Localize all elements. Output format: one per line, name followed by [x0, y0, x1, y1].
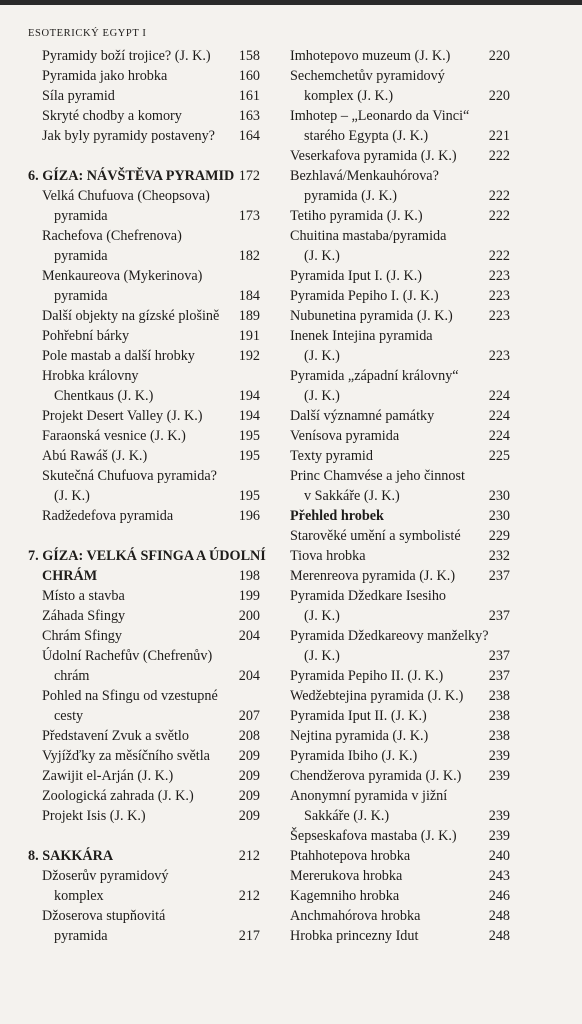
toc-page-number: 195 [238, 428, 260, 444]
toc-entry-title: Kagemniho hrobka [290, 888, 400, 904]
toc-entry-title: Velká Chufuova (Cheopsova) [42, 188, 210, 204]
section-spacer [28, 826, 260, 846]
toc-entry [28, 246, 260, 266]
toc-entry-title: Hrobka princezny Idut [290, 928, 419, 944]
toc-page-number: 238 [488, 708, 510, 724]
toc-entry-title: (J. K.) [304, 608, 340, 624]
toc-entry [290, 326, 510, 346]
toc-page-number: 209 [238, 748, 260, 764]
toc-page-number: 220 [488, 88, 510, 104]
toc-entry-title: Nubunetina pyramida (J. K.) [290, 308, 453, 324]
toc-entry [290, 246, 510, 266]
toc-page-number: 196 [238, 508, 260, 524]
toc-page-number: 238 [488, 728, 510, 744]
toc-page-number: 222 [488, 188, 510, 204]
toc-page-number: 222 [488, 148, 510, 164]
toc-page-number: 192 [238, 348, 260, 364]
toc-entry-title: cesty [54, 708, 84, 724]
toc-entry [290, 666, 510, 686]
toc-entry-title: Faraonská vesnice (J. K.) [42, 428, 186, 444]
toc-page-number: 223 [488, 288, 510, 304]
toc-entry [290, 606, 510, 626]
toc-entry-title: Pole mastab a další hrobky [42, 348, 195, 364]
toc-page-number: 164 [238, 128, 260, 144]
toc-entry-title: Merenreova pyramida (J. K.) [290, 568, 456, 584]
toc-entry [28, 506, 260, 526]
toc-entry [290, 586, 510, 606]
toc-entry-title: Pyramida jako hrobka [42, 68, 168, 84]
toc-page-number: 223 [488, 348, 510, 364]
toc-page-number: 248 [488, 908, 510, 924]
toc-entry-title: Další významné památky [290, 408, 435, 424]
toc-entry [290, 706, 510, 726]
toc-entry [28, 46, 260, 66]
toc-entry [290, 426, 510, 446]
toc-entry [290, 446, 510, 466]
toc-entry-title: Chrám Sfingy [42, 628, 122, 644]
toc-entry [28, 386, 260, 406]
toc-entry [290, 346, 510, 366]
toc-entry [290, 866, 510, 886]
toc-entry-title: (J. K.) [304, 648, 340, 664]
toc-entry [290, 746, 510, 766]
toc-entry [290, 386, 510, 406]
toc-page-number: 224 [488, 408, 510, 424]
toc-entry-title: Záhada Sfingy [42, 608, 126, 624]
toc-entry-title: Vyjížďky za měsíčního světla [42, 748, 210, 764]
toc-entry [290, 126, 510, 146]
toc-entry-title: Mererukova hrobka [290, 868, 403, 884]
toc-entry-title: Sechemchetův pyramidový [290, 68, 445, 84]
toc-entry [28, 326, 260, 346]
toc-entry [290, 266, 510, 286]
toc-entry [28, 446, 260, 466]
toc-entry-title: 6. GÍZA: NÁVŠTĚVA PYRAMID [28, 168, 235, 184]
toc-entry-title: Pyramida Džedkareovy manželky? [290, 628, 489, 644]
toc-page-number: 209 [238, 808, 260, 824]
toc-entry [290, 106, 510, 126]
toc-entry-title: CHRÁM [42, 568, 98, 584]
toc-page-number: 195 [238, 488, 260, 504]
toc-entry-title: Hrobka královny [42, 368, 139, 384]
toc-entry-title: v Sakkáře (J. K.) [304, 488, 400, 504]
toc-entry-title: chrám [54, 668, 90, 684]
toc-entry [290, 486, 510, 506]
toc-entry-title: Skutečná Chufuova pyramida? [42, 468, 217, 484]
toc-entry-title: Bezhlavá/Menkauhórova? [290, 168, 439, 184]
toc-entry-title: Šepseskafova mastaba (J. K.) [290, 828, 457, 844]
toc-entry-title: Džoserova stupňovitá [42, 908, 166, 924]
toc-entry [290, 306, 510, 326]
toc-page-number: 189 [238, 308, 260, 324]
page-top-edge [0, 0, 582, 5]
toc-entry-title: Chuitina mastaba/pyramida [290, 228, 447, 244]
section-spacer [28, 146, 260, 166]
toc-entry-title: Představení Zvuk a světlo [42, 728, 189, 744]
toc-entry [290, 46, 510, 66]
toc-entry [290, 506, 510, 526]
toc-page-number: 248 [488, 928, 510, 944]
toc-entry [290, 66, 510, 86]
toc-section-heading [28, 166, 260, 186]
toc-entry-title: Pyramida Iput I. (J. K.) [290, 268, 422, 284]
toc-entry-title: Anchmahórova hrobka [290, 908, 421, 924]
toc-entry-title: Projekt Desert Valley (J. K.) [42, 408, 203, 424]
toc-entry [290, 466, 510, 486]
toc-page-number: 161 [238, 88, 260, 104]
toc-entry-title: Imhotepovo muzeum (J. K.) [290, 48, 451, 64]
toc-entry [28, 346, 260, 366]
toc-page-number: 221 [488, 128, 510, 144]
toc-entry [28, 726, 260, 746]
toc-page-number: 224 [488, 428, 510, 444]
toc-entry [28, 806, 260, 826]
toc-entry [28, 406, 260, 426]
toc-entry-title: Místo a stavba [42, 588, 125, 604]
toc-page-number: 158 [238, 48, 260, 64]
toc-entry [290, 646, 510, 666]
toc-entry-title: pyramida [54, 248, 108, 264]
toc-page-number: 204 [238, 628, 260, 644]
toc-entry [28, 746, 260, 766]
toc-entry [290, 886, 510, 906]
toc-entry-title: Zawijit el-Arján (J. K.) [42, 768, 174, 784]
toc-entry [28, 226, 260, 246]
toc-page-number: 223 [488, 308, 510, 324]
toc-entry [28, 486, 260, 506]
toc-entry [28, 466, 260, 486]
toc-entry-title: Chendžerova pyramida (J. K.) [290, 768, 462, 784]
toc-entry-title: Údolní Rachefův (Chefrenův) [42, 648, 213, 664]
toc-entry [28, 206, 260, 226]
toc-entry-title: Přehled hrobek [290, 508, 384, 524]
toc-entry [290, 166, 510, 186]
toc-section-heading [28, 846, 260, 866]
toc-page-number: 209 [238, 768, 260, 784]
toc-entry [290, 86, 510, 106]
toc-page-number: 239 [488, 768, 510, 784]
toc-entry [290, 806, 510, 826]
toc-page-number: 173 [238, 208, 260, 224]
toc-page-number: 238 [488, 688, 510, 704]
toc-entry [290, 686, 510, 706]
toc-page-number: 184 [238, 288, 260, 304]
toc-entry-title: Pyramida „západní královny“ [290, 368, 459, 384]
toc-page-number: 229 [488, 528, 510, 544]
toc-page-number: 172 [238, 168, 260, 184]
toc-entry [290, 186, 510, 206]
toc-entry-title: Pyramida Iput II. (J. K.) [290, 708, 427, 724]
toc-entry [290, 726, 510, 746]
toc-entry [28, 686, 260, 706]
toc-entry-title: Inenek Intejina pyramida [290, 328, 433, 344]
toc-entry-title: Tiova hrobka [290, 548, 366, 564]
toc-entry-title: (J. K.) [54, 488, 90, 504]
toc-entry [28, 786, 260, 806]
toc-entry-title: Anonymní pyramida v jižní [290, 788, 448, 804]
toc-page-number: 195 [238, 448, 260, 464]
toc-entry [28, 926, 260, 946]
toc-page-number: 223 [488, 268, 510, 284]
toc-entry-title: Venísova pyramida [290, 428, 400, 444]
toc-entry-title: Radžedefova pyramida [42, 508, 174, 524]
toc-entry-title: Pohřební bárky [42, 328, 130, 344]
toc-page-number: 237 [488, 648, 510, 664]
toc-entry-title: Texty pyramid [290, 448, 373, 464]
toc-page-number: 230 [488, 508, 510, 524]
toc-entry-title: pyramida [54, 288, 108, 304]
toc-entry [28, 666, 260, 686]
toc-page-number: 212 [238, 848, 260, 864]
toc-page-number: 222 [488, 248, 510, 264]
toc-entry [290, 366, 510, 386]
toc-entry [290, 406, 510, 426]
toc-entry-title: Princ Chamvése a jeho činnost [290, 468, 465, 484]
toc-entry [290, 226, 510, 246]
toc-page-number: 194 [238, 408, 260, 424]
toc-entry [28, 126, 260, 146]
toc-page-number: 163 [238, 108, 260, 124]
toc-entry-title: Pyramida Ibiho (J. K.) [290, 748, 418, 764]
toc-page-number: 239 [488, 808, 510, 824]
toc-left-column [28, 46, 266, 946]
toc-entry [28, 286, 260, 306]
toc-entry [28, 766, 260, 786]
toc-page-number: 225 [488, 448, 510, 464]
toc-entry [290, 526, 510, 546]
toc-entry-title: pyramida [54, 208, 108, 224]
toc-entry [290, 926, 510, 946]
toc-entry-title: 8. SAKKÁRA [28, 848, 114, 864]
section-spacer [28, 526, 260, 546]
toc-page-number: 160 [238, 68, 260, 84]
toc-entry-title: Rachefova (Chefrenova) [42, 228, 182, 244]
toc-page-number: 217 [238, 928, 260, 944]
toc-entry-title: (J. K.) [304, 248, 340, 264]
toc-entry-title: Abú Rawáš (J. K.) [42, 448, 148, 464]
toc-section-heading [28, 546, 266, 566]
toc-entry [290, 546, 510, 566]
toc-page-number: 182 [238, 248, 260, 264]
toc-entry-title: Chentkaus (J. K.) [54, 388, 154, 404]
toc-entry-title: komplex [54, 888, 104, 904]
toc-entry-title: Pyramida Pepiho II. (J. K.) [290, 668, 444, 684]
toc-entry-title: (J. K.) [304, 388, 340, 404]
toc-page-number: 239 [488, 748, 510, 764]
toc-entry-title: Džoserův pyramidový [42, 868, 169, 884]
toc-page-number: 222 [488, 208, 510, 224]
running-header: ESOTERICKÝ EGYPT I [28, 28, 147, 39]
toc-entry-title: Zoologická zahrada (J. K.) [42, 788, 194, 804]
toc-entry-title: starého Egypta (J. K.) [304, 128, 429, 144]
toc-entry [28, 66, 260, 86]
toc-right-column [290, 46, 510, 946]
toc-entry [290, 766, 510, 786]
toc-entry [290, 846, 510, 866]
toc-entry [290, 826, 510, 846]
toc-entry-title: Ptahhotepova hrobka [290, 848, 411, 864]
toc-page-number: 243 [488, 868, 510, 884]
toc-entry [290, 626, 510, 646]
toc-entry [28, 306, 260, 326]
toc-entry [290, 906, 510, 926]
toc-entry [290, 786, 510, 806]
toc-page-number: 208 [238, 728, 260, 744]
toc-entry-title: Jak byly pyramidy postaveny? [42, 128, 215, 144]
toc-page-number: 224 [488, 388, 510, 404]
toc-entry-title: Skryté chodby a komory [42, 108, 182, 124]
toc-entry-title: Sakkáře (J. K.) [304, 808, 390, 824]
toc-page-number: 237 [488, 668, 510, 684]
toc-page-number: 232 [488, 548, 510, 564]
toc-page-number: 237 [488, 568, 510, 584]
toc-entry [28, 906, 260, 926]
toc-page-number: 220 [488, 48, 510, 64]
toc-entry-title: Tetiho pyramida (J. K.) [290, 208, 423, 224]
toc-entry [28, 706, 260, 726]
toc-page-number: 239 [488, 828, 510, 844]
toc-entry [28, 646, 260, 666]
toc-entry [28, 86, 260, 106]
toc-entry-title: (J. K.) [304, 348, 340, 364]
toc-page-number: 204 [238, 668, 260, 684]
toc-entry-title: komplex (J. K.) [304, 88, 394, 104]
toc-page-number: 191 [238, 328, 260, 344]
toc-entry-title: Pohled na Sfingu od vzestupné [42, 688, 218, 704]
toc-entry-title: Nejtina pyramida (J. K.) [290, 728, 429, 744]
toc-entry [28, 426, 260, 446]
toc-entry-title: Další objekty na gízské plošině [42, 308, 220, 324]
toc-entry [28, 366, 260, 386]
toc-entry [290, 206, 510, 226]
toc-entry [28, 266, 260, 286]
toc-entry [28, 626, 260, 646]
toc-entry-title: Pyramidy boží trojice? (J. K.) [42, 48, 211, 64]
toc-entry-title: Menkaureova (Mykerinova) [42, 268, 203, 284]
toc-entry [290, 146, 510, 166]
toc-entry-title: Projekt Isis (J. K.) [42, 808, 146, 824]
toc-entry [290, 566, 510, 586]
toc-entry [28, 866, 260, 886]
toc-entry [28, 606, 260, 626]
toc-entry-title: Wedžebtejina pyramida (J. K.) [290, 688, 464, 704]
toc-entry [28, 106, 260, 126]
toc-entry-title: Veserkafova pyramida (J. K.) [290, 148, 457, 164]
toc-entry-title: Pyramida Džedkare Isesiho [290, 588, 447, 604]
toc-page-number: 212 [238, 888, 260, 904]
toc-entry-title: pyramida (J. K.) [304, 188, 397, 204]
toc-entry [28, 886, 260, 906]
toc-entry-title: Pyramida Pepiho I. (J. K.) [290, 288, 439, 304]
toc-entry [28, 586, 260, 606]
toc-page-number: 200 [238, 608, 260, 624]
toc-page-number: 199 [238, 588, 260, 604]
toc-entry-title: pyramida [54, 928, 108, 944]
toc-entry-title: 7. GÍZA: VELKÁ SFINGA A ÚDOLNÍ [28, 548, 266, 564]
toc-entry [290, 286, 510, 306]
toc-page-number: 207 [238, 708, 260, 724]
toc-section-heading [28, 566, 260, 586]
toc-page-number: 209 [238, 788, 260, 804]
toc-entry-title: Síla pyramid [42, 88, 115, 104]
toc-page-number: 230 [488, 488, 510, 504]
toc-entry-title: Starověké umění a symbolisté [290, 528, 461, 544]
toc-page-number: 240 [488, 848, 510, 864]
toc-entry-title: Imhotep – „Leonardo da Vinci“ [290, 108, 470, 124]
toc-page-number: 194 [238, 388, 260, 404]
toc-page-number: 246 [488, 888, 510, 904]
toc-page-number: 198 [238, 568, 260, 584]
toc-page-number: 237 [488, 608, 510, 624]
toc-entry [28, 186, 260, 206]
